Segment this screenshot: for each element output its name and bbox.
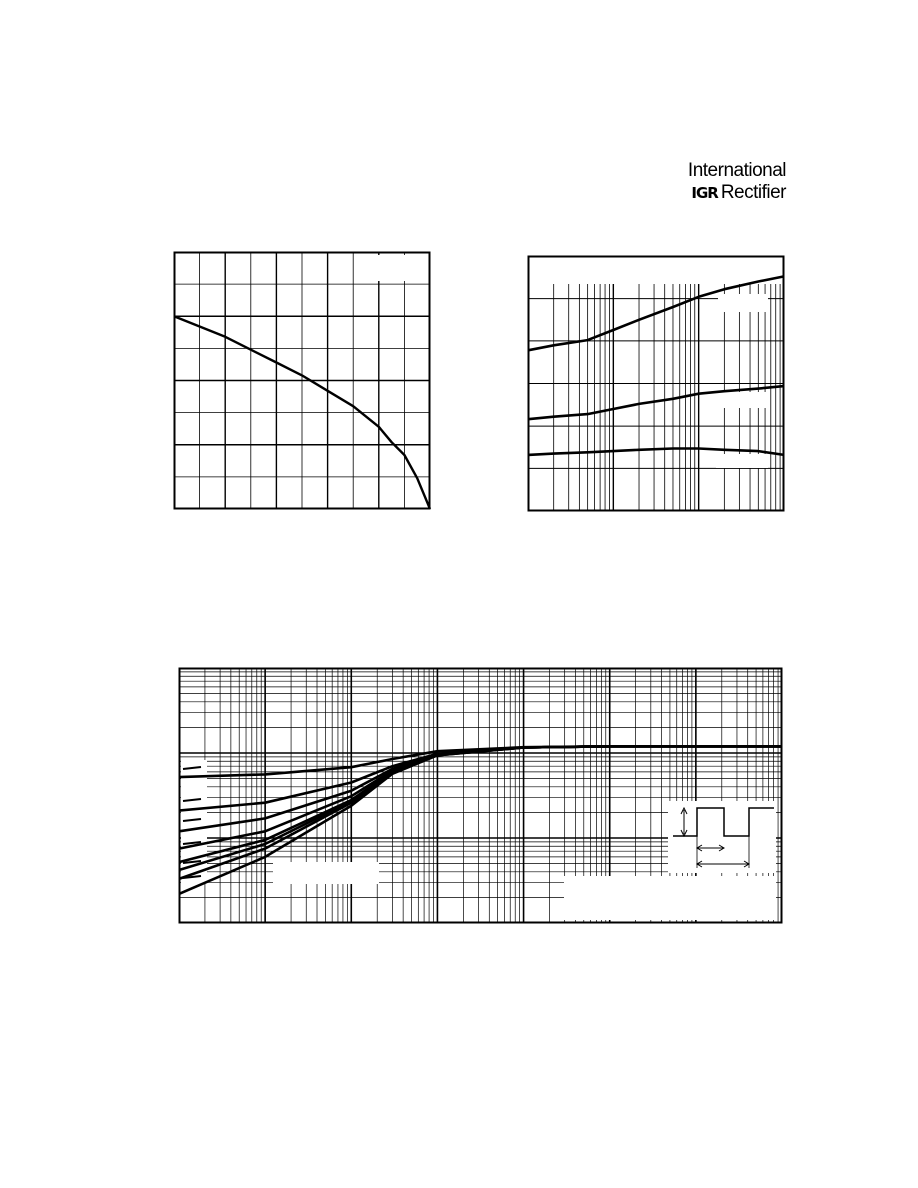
chart-2 <box>528 256 784 511</box>
logo-line2 <box>691 182 786 204</box>
annotation-mask <box>530 258 655 284</box>
annotation-mask-left <box>273 862 379 884</box>
logo-line2-text: Rectifier <box>720 182 786 203</box>
series-line-3 <box>528 449 784 455</box>
chart-1 <box>174 252 430 509</box>
logo-line1: International <box>687 160 786 181</box>
company-logo <box>660 160 786 206</box>
label-mask-top <box>718 294 768 312</box>
legend-mask <box>364 255 426 281</box>
chart-3 <box>179 668 782 923</box>
series-line-1 <box>528 276 784 350</box>
label-mask-middle <box>718 392 768 408</box>
label-mask-bottom <box>716 454 768 468</box>
ior-logo-mark: IGR <box>691 184 718 202</box>
annotation-mask-right <box>564 876 776 920</box>
